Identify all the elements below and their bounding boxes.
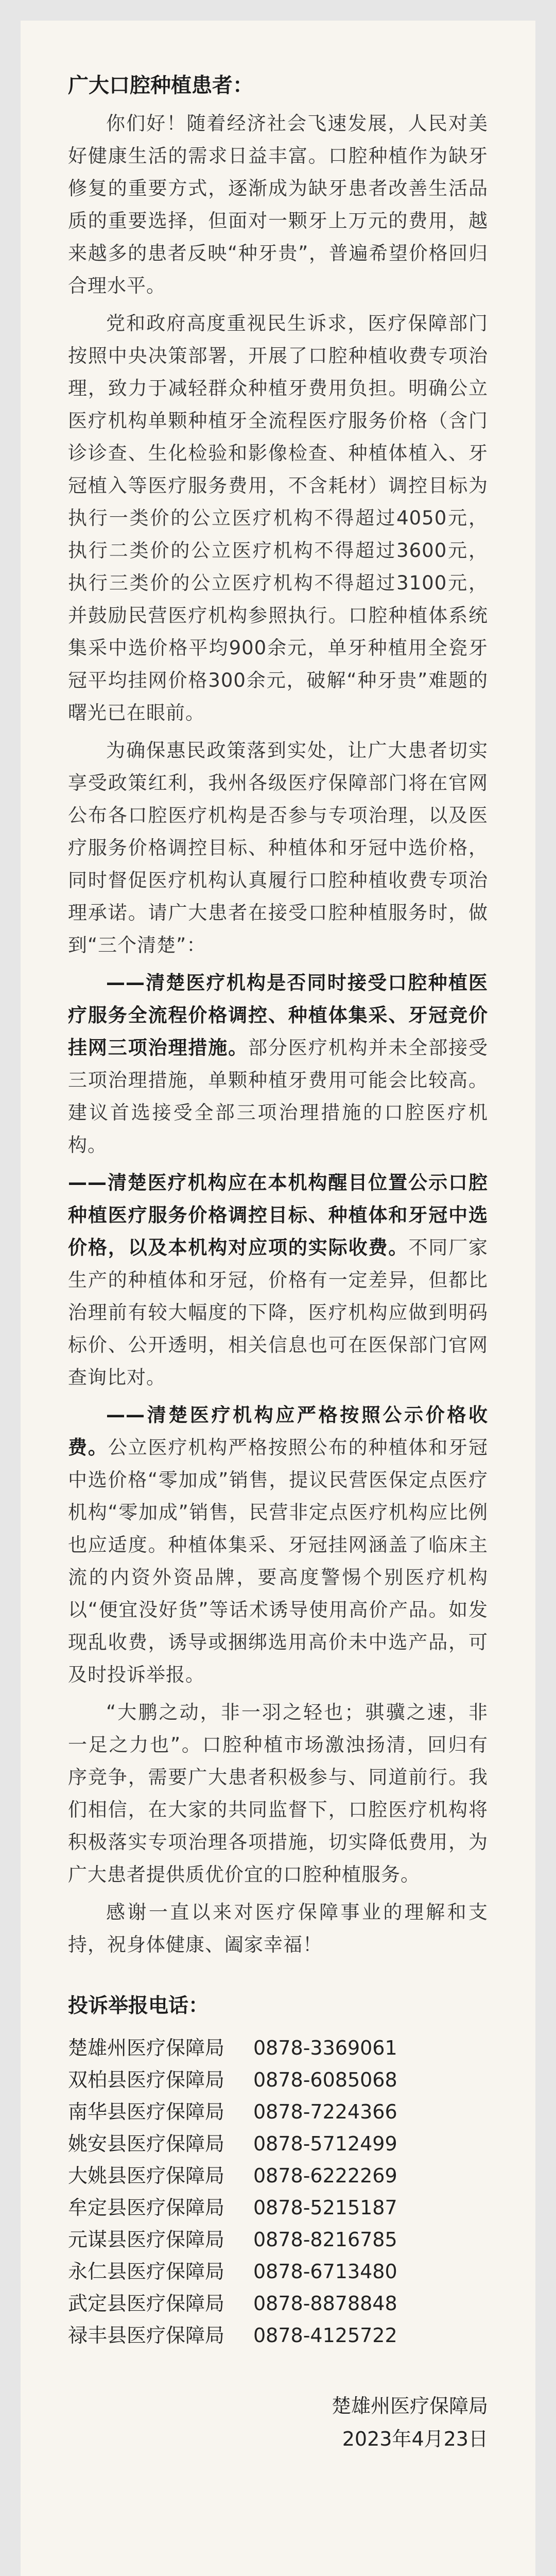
hotline-row	[68, 2256, 488, 2287]
paragraph-clear-two	[68, 1166, 488, 1394]
notice-letter	[21, 21, 535, 2576]
hotline-row	[68, 2287, 488, 2319]
hotline-bureau: 姚安县医疗保障局	[68, 2132, 225, 2155]
hotline-bureau: 元谋县医疗保障局	[68, 2228, 225, 2251]
hotline-phone[interactable]: 0878-6222269	[253, 2164, 397, 2187]
paragraph-thanks: 感谢一直以来对医疗保障事业的理解和支持，祝身体健康、阖家幸福！	[68, 1901, 488, 1956]
clear-one-text: 部分医疗机构并未全部接受三项治理措施，单颗种植牙费用可能会比较高。建议首选接受全部三项治理措施的口腔医疗机构。	[68, 1037, 489, 1156]
hotline-phone[interactable]: 0878-4125722	[253, 2324, 397, 2347]
hotline-bureau: 牟定县医疗保障局	[68, 2196, 225, 2219]
hotline-row	[68, 2224, 488, 2256]
signature-block	[68, 2389, 488, 2455]
hotline-phone[interactable]: 0878-8216785	[253, 2228, 397, 2251]
hotline-row	[68, 2064, 488, 2096]
signature-org: 楚雄州医疗保障局	[331, 2395, 488, 2417]
hotline-bureau: 大姚县医疗保障局	[68, 2164, 225, 2187]
hotline-phone[interactable]: 0878-6713480	[253, 2260, 397, 2283]
paragraph-three-clear: 为确保惠民政策落到实处，让广大患者切实享受政策红利，我州各级医疗保障部门将在官网公布各口腔医疗机构是否参与专项治理，以及医疗服务价格调控目标、种植体和牙冠中选价格，同时督促医疗机构认真履行口腔种植收费专项治理承诺。请广大患者在接受口腔种植服务时，做到“三个清楚”：	[68, 739, 488, 956]
hotline-phone[interactable]: 0878-7224366	[253, 2100, 397, 2123]
hotline-row	[68, 2032, 488, 2064]
hotline-phone[interactable]: 0878-3369061	[253, 2037, 397, 2059]
hotline-bureau: 楚雄州医疗保障局	[68, 2037, 225, 2059]
hotline-bureau: 武定县医疗保障局	[68, 2292, 225, 2315]
hotline-row	[68, 2096, 488, 2128]
clear-three-text: 公立医疗机构严格按照公布的种植体和牙冠中选价格“零加成”销售，提议民营医保定点医疗机构“零加成”销售，民营非定点医疗机构应比例也应适度。种植体集采、牙冠挂网涵盖了临床主流的内资外资品牌，要高度警惕个别医疗机构以“便宜没好货”等话术诱导使用高价产品。如发现乱收费，诱导或捆绑选用高价未中选产品，可及时投诉举报。	[68, 1436, 489, 1686]
signature-date: 2023年4月23日	[342, 2428, 488, 2450]
hotline-phone[interactable]: 0878-5712499	[253, 2132, 397, 2155]
clear-three-heading: ——清楚医疗机构应严格按照公示价格收费。	[68, 1404, 488, 1459]
letter-greeting: 广大口腔种植患者：	[68, 74, 253, 97]
paragraph-quote: “大鹏之动，非一羽之轻也；骐骥之速，非一足之力也”。口腔种植市场激浊扬清，回归有序竞争，需要广大患者积极参与、同道前行。我们相信，在大家的共同监督下，口腔医疗机构将积极落实专项治理各项措施，切实降低费用，为广大患者提供质优价宜的口腔种植服务。	[68, 1701, 488, 1886]
hotline-phone[interactable]: 0878-5215187	[253, 2196, 397, 2219]
clear-two-text: 不同厂家生产的种植体和牙冠，价格有一定差异，但都比治理前有较大幅度的下降，医疗机构应做到明码标价、公开透明，相关信息也可在医保部门官网查询比对。	[68, 1236, 489, 1388]
paragraph-policy: 党和政府高度重视民生诉求，医疗保障部门按照中央决策部署，开展了口腔种植收费专项治理，致力于减轻群众种植牙费用负担。明确公立医疗机构单颗种植牙全流程医疗服务价格（含门诊诊查、生化检验和影像检查、种植体植入、牙冠植入等医疗服务费用，不含耗材）调控目标为执行一类价的公立医疗机构不得超过4050元，执行二类价的公立医疗机构不得超过3600元，执行三类价的公立医疗机构不得超过3100元，并鼓励民营医疗机构参照执行。口腔种植体系统集采中选价格平均900余元，单牙种植用全瓷牙冠平均挂网价格300余元，破解“种牙贵”难题的曙光已在眼前。	[68, 312, 488, 724]
clear-two-heading: ——清楚医疗机构应在本机构醒目位置公示口腔种植医疗服务价格调控目标、种植体和牙冠中选价格，以及本机构对应项的实际收费。	[68, 1172, 488, 1259]
hotline-bureau: 永仁县医疗保障局	[68, 2260, 225, 2283]
hotline-bureau: 禄丰县医疗保障局	[68, 2324, 225, 2347]
hotline-row	[68, 2128, 488, 2160]
hotline-bureau: 南华县医疗保障局	[68, 2100, 225, 2123]
clear-one-heading: ——清楚医疗机构是否同时接受口腔种植医疗服务全流程价格调控、种植体集采、牙冠竞价挂网三项治理措施。	[68, 972, 488, 1059]
hotline-bureau: 双柏县医疗保障局	[68, 2069, 225, 2091]
hotline-row	[68, 2160, 488, 2192]
hotline-row	[68, 2319, 488, 2351]
hotline-phone[interactable]: 0878-8878848	[253, 2292, 397, 2315]
hotline-row	[68, 2192, 488, 2224]
paragraph-intro: 你们好！随着经济社会飞速发展，人民对美好健康生活的需求日益丰富。口腔种植作为缺牙修复的重要方式，逐渐成为缺牙患者改善生活品质的重要选择，但面对一颗牙上万元的费用，越来越多的患者反映“种牙贵”，普遍希望价格回归合理水平。	[68, 112, 488, 297]
paragraph-clear-one	[68, 967, 488, 1161]
paragraph-clear-three	[68, 1399, 488, 1691]
hotline-phone[interactable]: 0878-6085068	[253, 2069, 397, 2091]
hotline-list	[68, 2032, 488, 2351]
hotline-title: 投诉举报电话：	[68, 1994, 209, 2018]
